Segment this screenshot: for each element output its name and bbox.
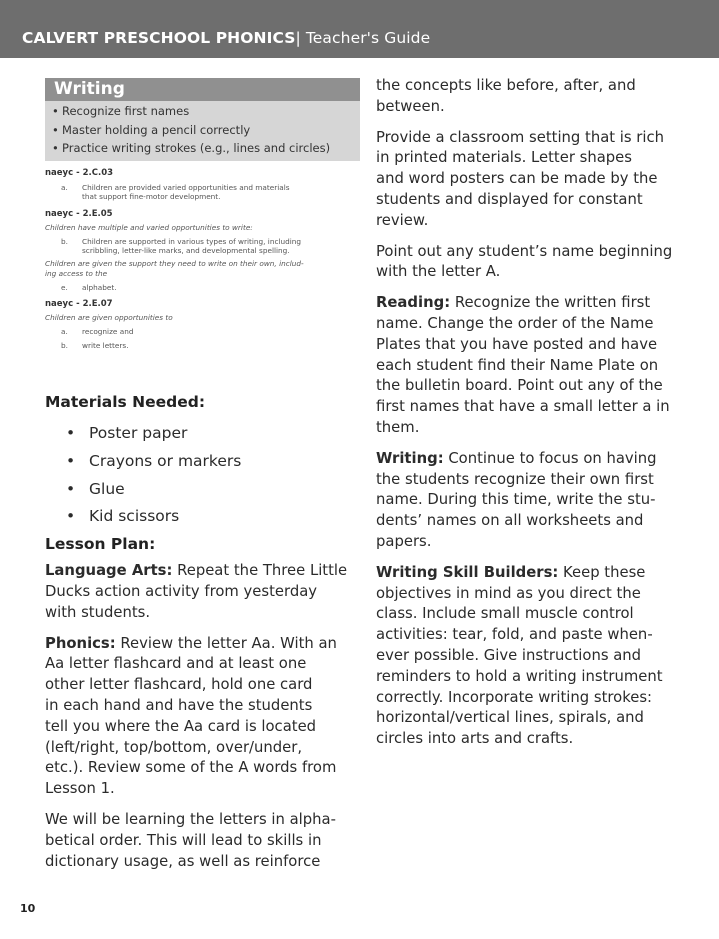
writing-label: Writing: [376,449,444,467]
standard-item-letter: a. [61,327,68,336]
text-line: in each hand and have the students [45,696,313,714]
standard-item [45,237,365,256]
material-item: • Poster paper [45,420,365,448]
writing-skill-builders-paragraph [376,563,701,750]
text-line: in printed materials. Letter shapes [376,149,632,167]
standard-item [45,183,365,202]
text-line: We will be learning the letters in alpha- [45,810,336,828]
language-arts-label: Language Arts: [45,562,173,580]
text-line: Plates that you have posted and have [376,335,658,353]
standard-item-text: recognize and [82,327,134,336]
standard-code: naeyc - 2.C.03 [45,167,114,178]
text-line: activities: tear, fold, and paste when- [376,626,653,644]
language-arts-paragraph [45,561,365,623]
text-line: other letter flashcard, hold one card [45,676,313,694]
standard-item-text [82,183,352,202]
text-line: Point out any student’s name beginning [376,242,673,260]
text-line: the concepts like before, after, and [376,77,636,94]
standard-item-letter: a. [61,182,68,192]
classroom-paragraph [376,128,701,232]
standard-code: naeyc - 2.E.05 [45,208,113,219]
standard-item-text [82,237,352,256]
phonics-paragraph [45,634,365,800]
standard-item-letter: b. [61,236,68,246]
materials-heading: Materials Needed: [45,393,206,411]
text-line: betical order. This will lead to skills in [45,831,322,849]
student-name-paragraph [376,242,701,284]
reading-label: Reading: [376,294,451,312]
text-line: Ducks action activity from yesterday [45,582,318,600]
text-line: name. During this time, write the stu- [376,491,656,509]
text-line: ever possible. Give instructions and [376,646,642,664]
objective-item: • Practice writing strokes (e.g., lines and circles) [45,139,360,158]
lesson-plan-heading: Lesson Plan: [45,535,156,554]
reading-paragraph [376,293,701,439]
text-line: Provide a classroom setting that is rich [376,128,665,146]
text-line: students and displayed for constant [376,190,643,208]
objective-item: • Master holding a pencil correctly [45,121,360,140]
text-line: horizontal/vertical lines, spirals, and [376,709,644,727]
text-line: correctly. Incorporate writing strokes: [376,688,653,706]
writing-box-title: Writing [45,78,360,101]
writing-paragraph [376,449,701,553]
standards-section [45,167,365,351]
text-line: dents’ names on all worksheets and [376,512,644,530]
text-line: with students. [45,603,151,621]
text-line: the bulletin board. Point out any of the [376,377,663,395]
text-line: ing access to the [45,268,108,278]
page-number: 10 [20,902,36,915]
material-item: • Kid scissors [45,503,365,531]
text-line: reminders to hold a writing instrument [376,667,663,685]
writing-skill-builders-label: Writing Skill Builders: [376,563,559,581]
text-line: tell you where the Aa card is located [45,717,317,735]
materials-list [45,420,365,531]
text-line: Children are provided varied opportunities and materials [82,182,290,192]
standard-intro [45,259,365,279]
standard-intro: Children have multiple and varied opportunities to write: [45,222,253,232]
material-item: • Crayons or markers [45,448,365,476]
text-line: Children are given the support they need to write on their own, includ- [45,258,304,268]
left-column [45,78,365,872]
text-line: etc.). Review some of the A words from [45,759,337,777]
objective-item: • Recognize first names [45,102,360,121]
text-line: that support fine-motor development. [82,192,221,201]
text-line: each student find their Name Plate on [376,356,659,374]
text-line: Keep these [558,563,646,581]
text-line: name. Change the order of the Name [376,314,654,332]
text-line: dictionary usage, as well as reinforce [45,852,321,870]
text-line: (left/right, top/bottom, over/under, [45,738,303,756]
text-line: scribbling, letter-like marks, and developmental spelling. [82,246,290,255]
text-line: Lesson 1. [45,780,115,798]
text-line: Review the letter Aa. With an [115,634,337,652]
text-line: Children are supported in various types of writing, including [82,236,302,246]
text-line: Recognize the written first [450,294,651,312]
text-line: Repeat the Three Little [172,562,348,580]
standard-item-letter: e. [61,282,68,292]
text-line: them. [376,418,420,436]
text-line: the students recognize their own first [376,470,654,488]
alphabetical-order-paragraph [45,810,365,872]
standard-intro: Children are given opportunities to [45,313,173,322]
header-title [22,29,430,47]
text-line: Continue to focus on having [443,449,657,467]
standard-code: naeyc - 2.E.07 [45,299,113,309]
standard-item [45,327,365,337]
material-item: • Glue [45,476,365,504]
right-column [376,76,701,750]
standard-item [45,283,365,293]
standard-item-text: alphabet. [82,282,117,292]
standard-item [45,341,365,351]
continuation-paragraph [376,76,701,118]
header-title-bold: CALVERT PRESCHOOL PHONICS [22,29,296,47]
writing-objectives-list [45,101,360,161]
text-line: first names that have a small letter a in [376,398,670,416]
text-line: papers. [376,532,432,550]
text-line: objectives in mind as you direct the [376,584,641,602]
standard-item-text: write letters. [82,340,129,350]
page-header [0,0,719,58]
phonics-label: Phonics: [45,634,116,652]
text-line: with the letter A. [376,263,501,281]
header-title-light: | Teacher's Guide [295,29,431,47]
text-line: review. [376,211,429,229]
text-line: circles into arts and crafts. [376,730,574,748]
standard-item-letter: b. [61,340,68,350]
text-line: and word posters can be made by the [376,170,658,188]
text-line: between. [376,97,445,115]
text-line: class. Include small muscle control [376,605,634,623]
text-line: Aa letter flashcard and at least one [45,655,307,673]
writing-objectives-box [45,78,360,161]
